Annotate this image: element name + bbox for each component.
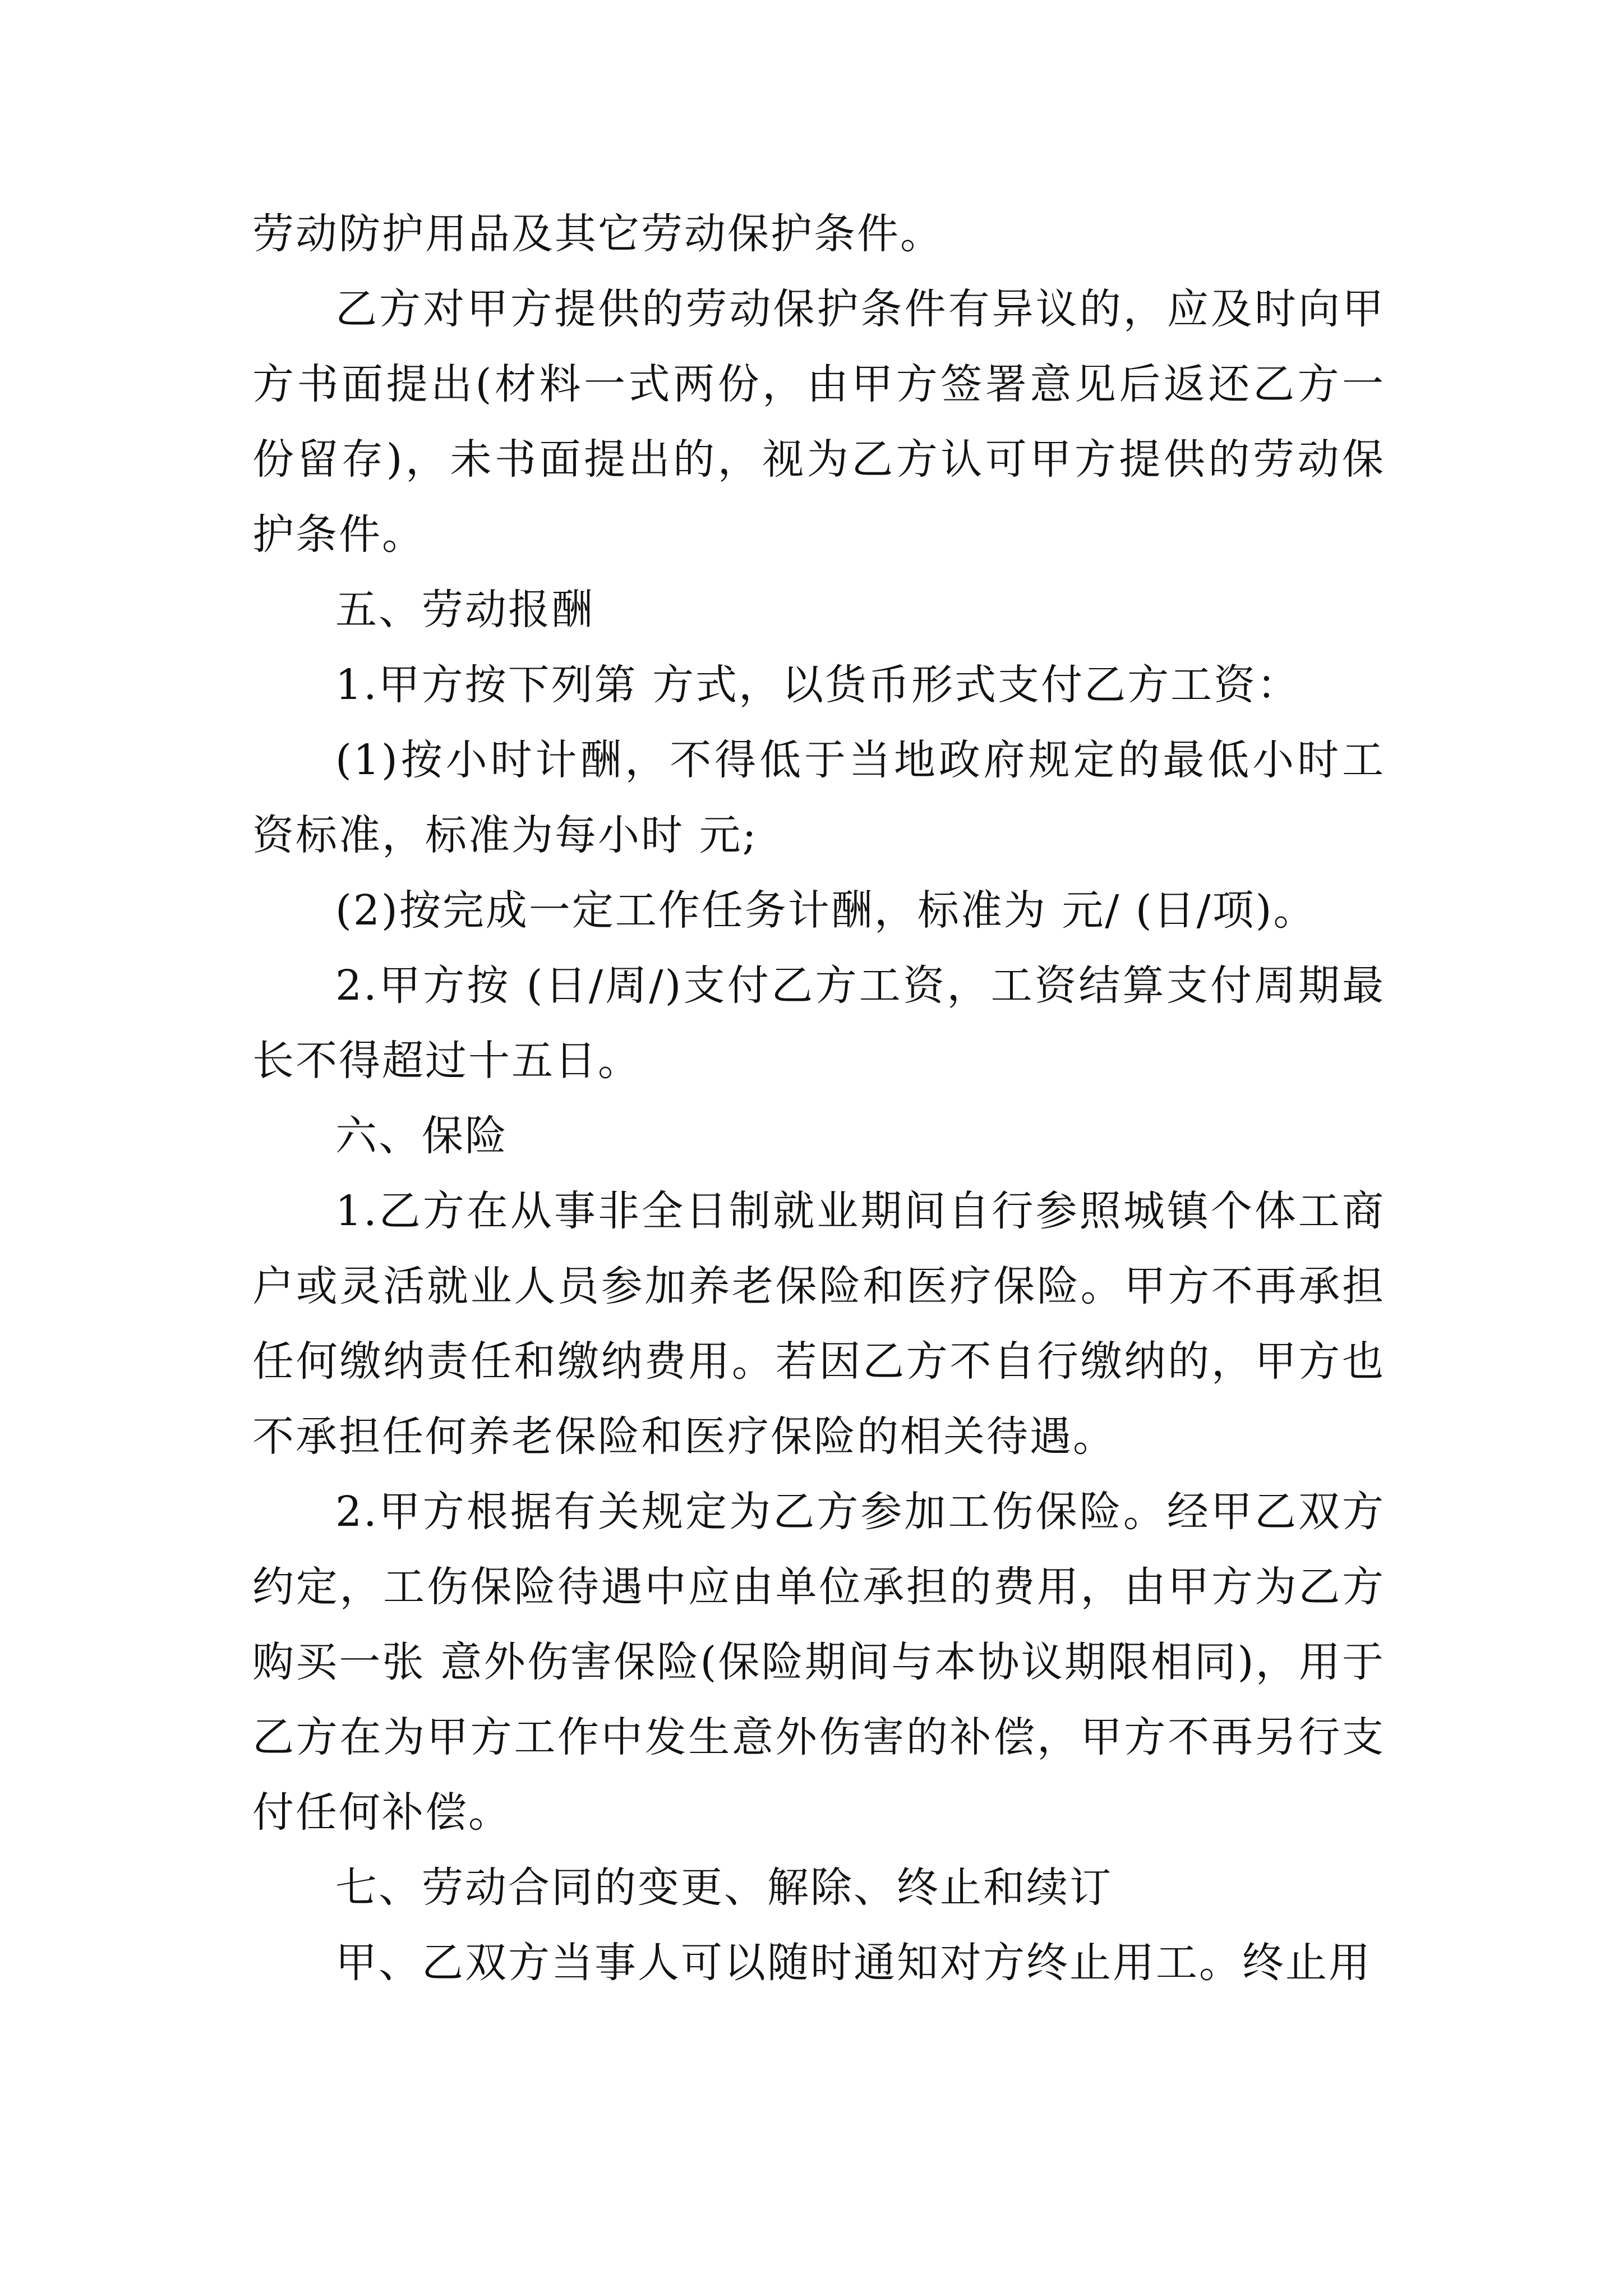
section-heading-insurance: 六、保险 (335, 1112, 508, 1160)
paragraph-hourly-pay: (1)按小时计酬，不得低于当地政府规定的最低小时工资标准，标准为每小时 元; (252, 736, 1385, 859)
paragraph-termination: 甲、乙双方当事人可以随时通知对方终止用工。终止用 (335, 1939, 1372, 1987)
document-body (252, 196, 1385, 2000)
paragraph-pension-medical: 1.乙方在从事非全日制就业期间自行参照城镇个体工商户或灵活就业人员参加养老保险和医疗保险。甲方不再承担任何缴纳责任和缴纳费用。若因乙方不自行缴纳的，甲方也不承担任何养老保险和医疗保险的相关待遇。 (252, 1187, 1385, 1461)
paragraph-task-pay: (2)按完成一定工作任务计酬，标准为 元/ (日/项)。 (335, 886, 1317, 935)
section-heading-remuneration: 五、劳动报酬 (335, 586, 594, 634)
section-heading-contract-changes: 七、劳动合同的变更、解除、终止和续订 (335, 1864, 1113, 1912)
paragraph-continuation: 劳动防护用品及其它劳动保护条件。 (252, 210, 943, 258)
paragraph-objection: 乙方对甲方提供的劳动保护条件有异议的，应及时向甲方书面提出(材料一式两份，由甲方签署意见后返还乙方一份留存)，未书面提出的，视为乙方认可甲方提供的劳动保护条件。 (252, 285, 1385, 559)
paragraph-payment-method: 1.甲方按下列第 方式，以货币形式支付乙方工资： (335, 661, 1301, 709)
paragraph-pay-cycle: 2.甲方按 (日/周/)支付乙方工资，工资结算支付周期最长不得超过十五日。 (252, 961, 1385, 1085)
paragraph-work-injury: 2.甲方根据有关规定为乙方参加工伤保险。经甲乙双方约定，工伤保险待遇中应由单位承担的费用，由甲方为乙方购买一张 意外伤害保险(保险期间与本协议期限相同)，用于乙方在为甲方工作中发生意外伤害的补偿，甲方不再另行支付任何补偿。 (252, 1488, 1385, 1837)
